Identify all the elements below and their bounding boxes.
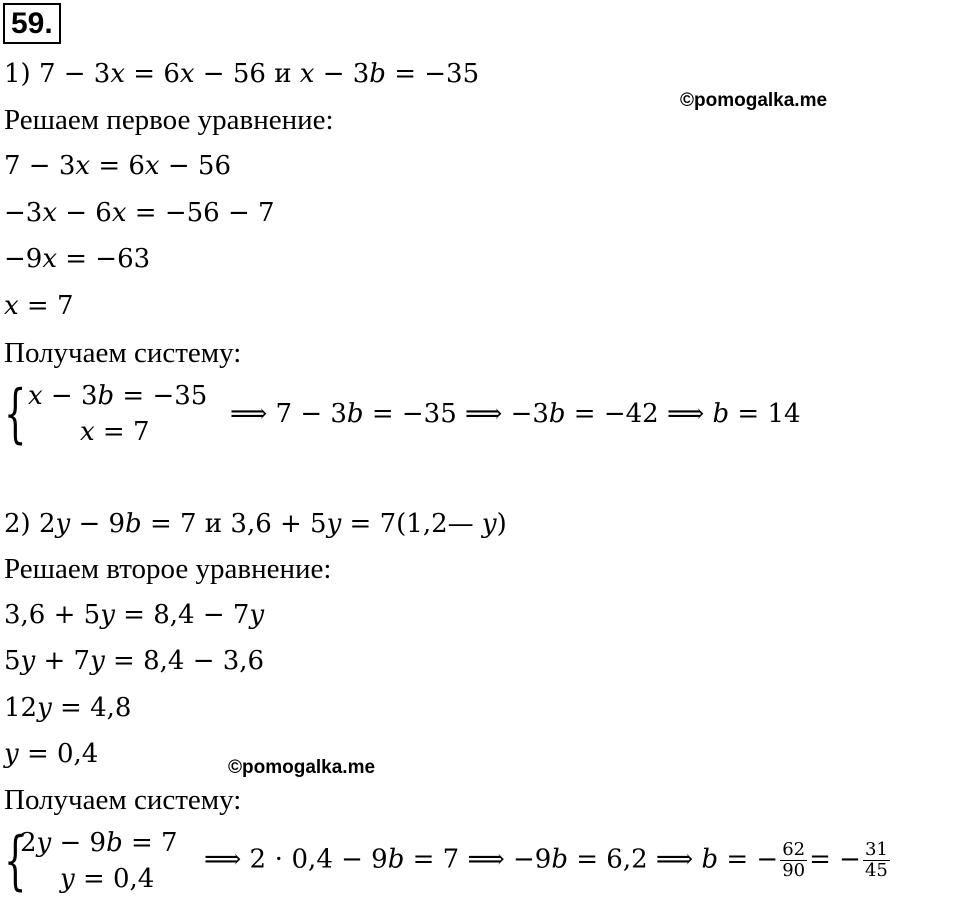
part2-system-row1: 2𝑦 − 9𝑏 = 7 [20, 828, 178, 858]
watermark-bottom: ©pomogalka.me [228, 757, 376, 778]
part2-system-row2: 𝑦 = 0,4 [60, 864, 155, 894]
part2-statement: 2) 2𝑦 − 9𝑏 = 7 и 3,6 + 5𝑦 = 7(1,2— 𝑦) [4, 509, 507, 539]
part1-intro: Решаем первое уравнение: [4, 104, 334, 136]
fraction-62-90 [780, 840, 807, 881]
part1-statement: 1) 7 − 3𝑥 = 6𝑥 − 56 и 𝑥 − 3𝑏 = −35 [4, 59, 480, 89]
part2-system-result-wrap [204, 840, 892, 881]
brace-icon: { [4, 377, 27, 451]
fraction-denominator: 45 [864, 860, 888, 881]
watermark-top: ©pomogalka.me [680, 90, 828, 111]
part1-step-1: 7 − 3𝑥 = 6𝑥 − 56 [4, 151, 231, 181]
fraction-numerator: 31 [864, 839, 888, 860]
part2-system-result: ⟹ 2 ⋅ 0,4 − 9𝑏 = 7 ⟹ −9𝑏 = 6,2 ⟹ 𝑏 = − [204, 844, 779, 875]
part1-step-2: −3𝑥 − 6𝑥 = −56 − 7 [4, 198, 275, 228]
part1-system-row2: 𝑥 = 7 [80, 417, 150, 447]
part1-system [4, 377, 944, 455]
brace-icon: { [4, 824, 27, 898]
part1-system-result: ⟹ 7 − 3𝑏 = −35 ⟹ −3𝑏 = −42 ⟹ 𝑏 = 14 [230, 399, 801, 429]
part1-step-3: −9𝑥 = −63 [4, 244, 151, 274]
fraction-denominator: 90 [782, 860, 806, 881]
equals-minus: = − [809, 844, 861, 875]
part1-step-4: 𝑥 = 7 [4, 291, 74, 321]
part2-step-3: 12𝑦 = 4,8 [4, 693, 132, 723]
part2-step-2: 5𝑦 + 7𝑦 = 8,4 − 3,6 [4, 646, 265, 676]
part2-step-1: 3,6 + 5𝑦 = 8,4 − 7𝑦 [4, 600, 265, 630]
part1-system-label: Получаем систему: [4, 337, 242, 369]
part2-system-label: Получаем систему: [4, 784, 242, 816]
part1-system-row1: 𝑥 − 3𝑏 = −35 [28, 381, 208, 411]
fraction-numerator: 62 [782, 839, 806, 860]
problem-number: 59. [3, 3, 61, 44]
fraction-31-45 [863, 840, 890, 881]
part2-system [4, 824, 954, 902]
part2-intro: Решаем второе уравнение: [4, 553, 332, 585]
part2-step-4: 𝑦 = 0,4 [4, 739, 99, 769]
